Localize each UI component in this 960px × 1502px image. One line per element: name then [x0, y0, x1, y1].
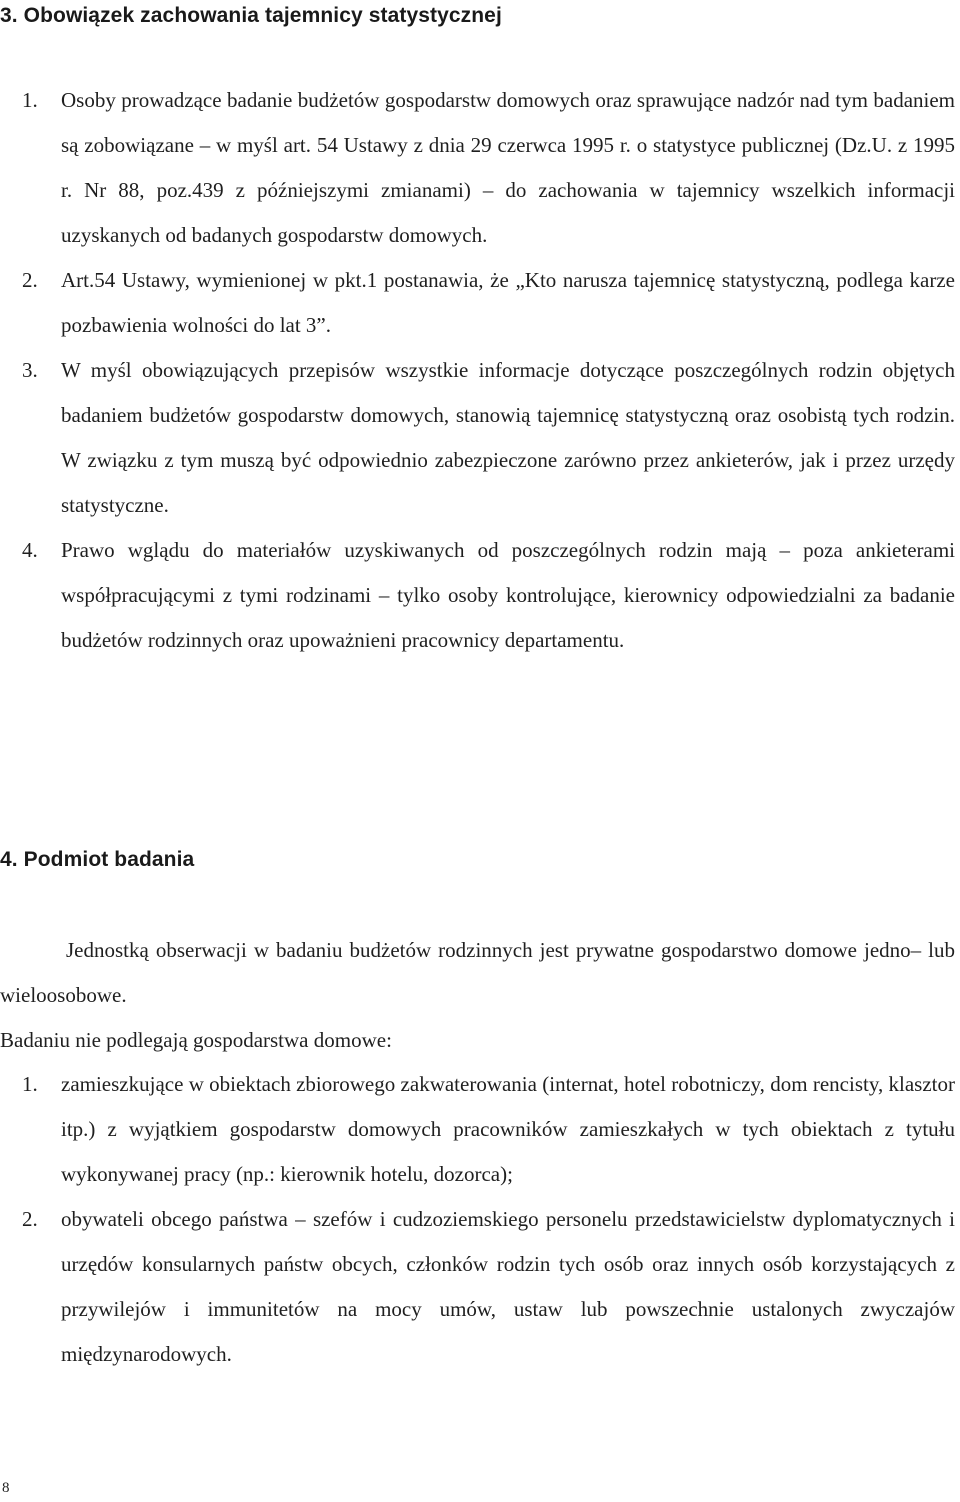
- list-item-text: Osoby prowadzące badanie budżetów gospodarstw domowych oraz sprawujące nadzór nad tym badaniem są zobowiązane – w myśl art. 54 Ustawy z dnia 29 czerwca 1995 r. o statystyce publicznej (Dz.U. z 1995 r. Nr 88, poz.439 z późniejszymi zmianami) – do zachowania w tajemnicy wszelkich informacji uzyskanych od badanych gospodarstw domowych.: [61, 88, 955, 247]
- list-item: [0, 258, 955, 348]
- list-number: 3.: [22, 358, 38, 382]
- confidentiality-list: [0, 78, 955, 663]
- list-item: [0, 1197, 955, 1377]
- list-item-text: W myśl obowiązujących przepisów wszystkie informacje dotyczące poszczególnych rodzin objętych badaniem budżetów gospodarstw domowych, stanowią tajemnicę statystyczną oraz osobistą tych rodzin. W związku z tym muszą być odpowiednio zabezpieczone zarówno przez ankieterów, jak i przez urzędy statystyczne.: [61, 358, 955, 517]
- exclusions-lead: Badaniu nie podlegają gospodarstwa domowe:: [0, 1028, 392, 1052]
- section-heading-subject: 4. Podmiot badania: [0, 848, 195, 871]
- list-item: [0, 78, 955, 258]
- list-item: [0, 528, 955, 663]
- list-item-text: Art.54 Ustawy, wymienionej w pkt.1 postanawia, że „Kto narusza tajemnicę statystyczną, podlega karze pozbawienia wolności do lat 3”.: [61, 268, 955, 337]
- list-item-text: Prawo wglądu do materiałów uzyskiwanych od poszczególnych rodzin mają – poza ankieterami współpracującymi z tymi rodzinami – tylko osoby kontrolujące, kierownicy odpowiedzialni za badanie budżetów rodzinnych oraz upoważnieni pracownicy departamentu.: [61, 538, 955, 652]
- list-number: 1.: [22, 88, 38, 112]
- list-item: [0, 348, 955, 528]
- list-number: 2.: [22, 1207, 38, 1231]
- list-item-text: obywateli obcego państwa – szefów i cudzoziemskiego personelu przedstawicielstw dyplomatycznych i urzędów konsularnych państw obcych, członków rodzin tych osób oraz innych osób korzystających z przywilejów i immunitetów na mocy umów, ustaw lub powszechnie ustalonych zwyczajów międzynarodowych.: [61, 1207, 955, 1366]
- page-number: 8: [2, 1480, 10, 1496]
- list-item-text: zamieszkujące w obiektach zbiorowego zakwaterowania (internat, hotel robotniczy, dom rencisty, klasztor itp.) z wyjątkiem gospodarstw domowych pracowników zamieszkałych w tych obiektach z tytułu wykonywanej pracy (np.: kierownik hotelu, dozorca);: [61, 1072, 955, 1186]
- list-number: 1.: [22, 1072, 38, 1096]
- list-number: 4.: [22, 538, 38, 562]
- list-number: 2.: [22, 268, 38, 292]
- subject-intro-paragraph: Jednostką obserwacji w badaniu budżetów rodzinnych jest prywatne gospodarstwo domowe jedno– lub wieloosobowe.: [0, 938, 955, 1007]
- list-item: [0, 1062, 955, 1197]
- section-heading-confidentiality: 3. Obowiązek zachowania tajemnicy statystycznej: [0, 4, 502, 27]
- exclusions-list: [0, 1062, 955, 1377]
